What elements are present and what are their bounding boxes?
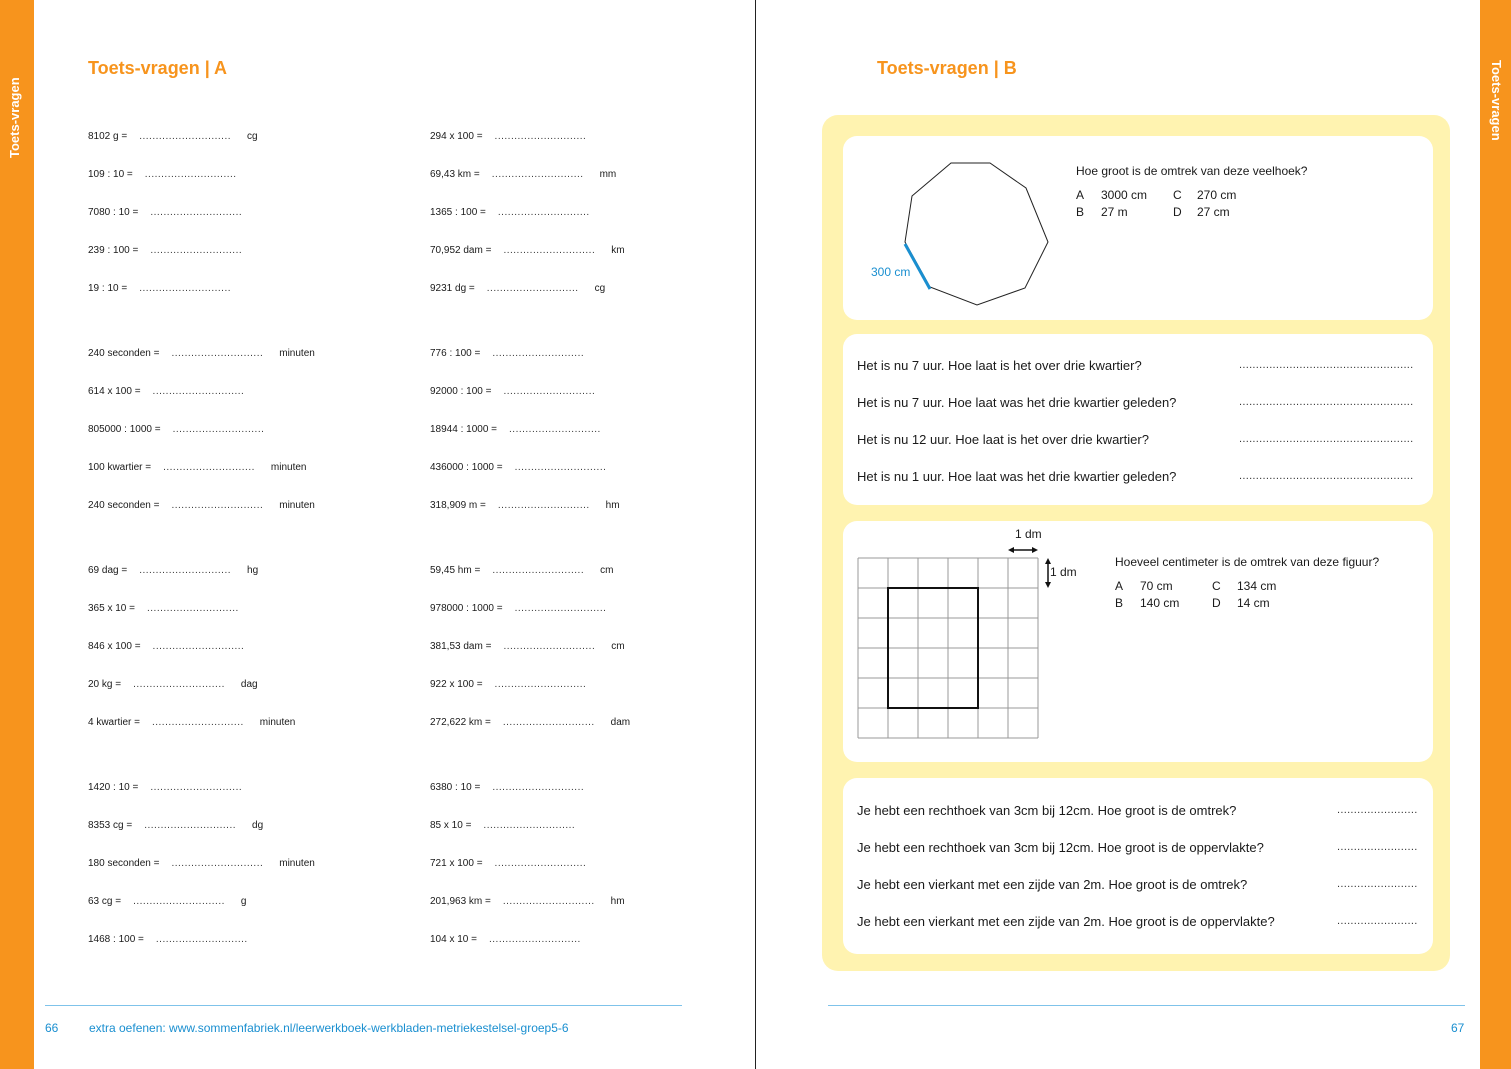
exercise-expression: 365 x 10 = bbox=[88, 603, 135, 614]
exercise-row bbox=[88, 131, 258, 142]
exercise-row bbox=[430, 717, 630, 728]
answer-unit: mm bbox=[599, 169, 617, 180]
exercise-row bbox=[88, 169, 237, 180]
exercise-row bbox=[88, 348, 315, 359]
answer-blank[interactable]: ............................ bbox=[483, 820, 576, 831]
right-side-strip bbox=[1480, 0, 1511, 1069]
answer-unit: cg bbox=[594, 283, 606, 294]
exercise-expression: 180 seconden = bbox=[88, 858, 160, 869]
answer-blank-time-3[interactable]: .................................................... bbox=[1239, 433, 1414, 445]
exercise-expression: 240 seconden = bbox=[88, 348, 160, 359]
grid-option-letter-d: D bbox=[1212, 596, 1221, 610]
answer-unit: hm bbox=[605, 500, 620, 511]
answer-blank[interactable]: ............................ bbox=[494, 858, 587, 869]
time-question-2: Het is nu 7 uur. Hoe laat was het drie kwartier geleden? bbox=[857, 395, 1177, 410]
answer-blank[interactable]: ............................ bbox=[150, 207, 243, 218]
page-spine bbox=[755, 0, 756, 1069]
answer-unit: km bbox=[611, 245, 625, 256]
exercise-row bbox=[430, 283, 605, 294]
exercise-row bbox=[88, 424, 264, 435]
answer-unit: cm bbox=[600, 565, 614, 576]
exercise-row bbox=[88, 782, 242, 793]
answer-blank[interactable]: ............................ bbox=[146, 603, 239, 614]
exercise-row bbox=[88, 565, 258, 576]
left-side-strip bbox=[0, 0, 34, 1069]
grid-option-letter-b: B bbox=[1115, 596, 1124, 610]
exercise-row bbox=[430, 500, 620, 511]
exercise-expression: 100 kwartier = bbox=[88, 462, 152, 473]
exercise-expression: 318,909 m = bbox=[430, 500, 486, 511]
exercise-row bbox=[430, 386, 595, 397]
exercise-row bbox=[88, 603, 239, 614]
answer-unit: minuten bbox=[270, 462, 307, 473]
exercise-expression: 104 x 10 = bbox=[430, 934, 477, 945]
footer-rule-left bbox=[45, 1005, 682, 1006]
right-side-label: Toets-vragen bbox=[1489, 60, 1504, 141]
exercise-expression: 20 kg = bbox=[88, 679, 122, 690]
answer-blank-area-3[interactable]: ........................ bbox=[1337, 878, 1418, 890]
answer-blank[interactable]: ............................ bbox=[152, 386, 245, 397]
exercise-row bbox=[430, 782, 584, 793]
grid-option-letter-c: C bbox=[1212, 579, 1221, 593]
exercise-expression: 776 : 100 = bbox=[430, 348, 481, 359]
nonagon-figure bbox=[860, 150, 1070, 315]
answer-blank[interactable]: ............................ bbox=[155, 934, 248, 945]
option-value-d[interactable]: 27 cm bbox=[1197, 205, 1230, 219]
answer-unit: hm bbox=[610, 896, 625, 907]
option-value-c[interactable]: 270 cm bbox=[1197, 188, 1237, 202]
page-title-a: Toets-vragen | A bbox=[88, 58, 228, 78]
exercise-expression: 294 x 100 = bbox=[430, 131, 483, 142]
exercise-row bbox=[430, 245, 625, 256]
exercise-expression: 4 kwartier = bbox=[88, 717, 140, 728]
exercise-expression: 70,952 dam = bbox=[430, 245, 492, 256]
time-question-3: Het is nu 12 uur. Hoe laat is het over drie kwartier? bbox=[857, 432, 1149, 447]
answer-blank[interactable]: ............................ bbox=[163, 462, 255, 473]
exercise-expression: 239 : 100 = bbox=[88, 245, 139, 256]
answer-blank-area-2[interactable]: ........................ bbox=[1337, 841, 1418, 853]
answer-unit: g bbox=[240, 896, 247, 907]
footer-rule-right bbox=[828, 1005, 1465, 1006]
answer-blank[interactable]: ............................ bbox=[486, 283, 579, 294]
exercise-expression: 69,43 km = bbox=[430, 169, 480, 180]
option-letter-c: C bbox=[1173, 188, 1182, 202]
exercise-row bbox=[88, 500, 315, 511]
exercise-row bbox=[88, 283, 231, 294]
answer-blank[interactable]: ............................ bbox=[144, 169, 237, 180]
answer-unit: minuten bbox=[279, 348, 315, 359]
exercise-row bbox=[430, 603, 606, 614]
area-question-4: Je hebt een vierkant met een zijde van 2m. Hoe groot is de oppervlakte? bbox=[857, 914, 1275, 929]
answer-blank[interactable]: ............................ bbox=[150, 782, 243, 793]
answer-blank[interactable]: ............................ bbox=[139, 565, 232, 576]
answer-blank[interactable]: ............................ bbox=[171, 348, 264, 359]
exercise-expression: 6380 : 10 = bbox=[430, 782, 481, 793]
exercise-expression: 1365 : 100 = bbox=[430, 207, 486, 218]
exercise-expression: 69 dag = bbox=[88, 565, 128, 576]
exercise-expression: 436000 : 1000 = bbox=[430, 462, 503, 473]
answer-blank[interactable]: ............................ bbox=[133, 679, 225, 690]
grid-option-value-c[interactable]: 134 cm bbox=[1237, 579, 1277, 593]
exercise-expression: 922 x 100 = bbox=[430, 679, 483, 690]
dimension-label-horizontal: 1 dm bbox=[1015, 527, 1042, 541]
exercise-row bbox=[88, 717, 295, 728]
exercise-expression: 614 x 100 = bbox=[88, 386, 141, 397]
answer-blank[interactable]: ............................ bbox=[492, 348, 585, 359]
answer-unit: dg bbox=[252, 820, 264, 831]
exercise-row bbox=[430, 348, 584, 359]
exercise-row bbox=[88, 641, 244, 652]
exercise-expression: 9231 dg = bbox=[430, 283, 475, 294]
answer-blank[interactable]: ............................ bbox=[171, 858, 264, 869]
exercise-row bbox=[88, 207, 242, 218]
time-question-4: Het is nu 1 uur. Hoe laat was het drie kwartier geleden? bbox=[857, 469, 1177, 484]
exercise-row bbox=[88, 896, 246, 907]
page-number-left: 66 bbox=[45, 1021, 59, 1035]
footer-link[interactable]: extra oefenen: www.sommenfabriek.nl/leerwerkboek-werkbladen-metriekestelsel-groep5-6 bbox=[89, 1021, 569, 1035]
answer-unit: minuten bbox=[259, 717, 296, 728]
answer-unit: minuten bbox=[279, 858, 315, 869]
exercise-expression: 109 : 10 = bbox=[88, 169, 133, 180]
answer-blank[interactable]: ............................ bbox=[172, 424, 265, 435]
answer-blank[interactable]: ............................ bbox=[502, 896, 595, 907]
option-value-b[interactable]: 27 m bbox=[1101, 205, 1128, 219]
answer-blank[interactable]: ............................ bbox=[494, 679, 587, 690]
exercise-expression: 85 x 10 = bbox=[430, 820, 472, 831]
answer-blank[interactable]: ............................ bbox=[509, 424, 601, 435]
answer-blank[interactable]: ............................ bbox=[139, 283, 231, 294]
answer-blank[interactable]: ............................ bbox=[152, 641, 245, 652]
exercise-expression: 92000 : 100 = bbox=[430, 386, 492, 397]
answer-blank[interactable]: ............................ bbox=[151, 717, 244, 728]
answer-blank[interactable]: ............................ bbox=[514, 603, 607, 614]
answer-unit: hg bbox=[247, 565, 259, 576]
exercise-expression: 978000 : 1000 = bbox=[430, 603, 503, 614]
exercise-row bbox=[430, 896, 625, 907]
exercise-row bbox=[430, 169, 616, 180]
answer-blank[interactable]: ............................ bbox=[503, 641, 596, 652]
option-letter-b: B bbox=[1076, 205, 1085, 219]
answer-blank[interactable]: ............................ bbox=[497, 500, 590, 511]
answer-unit: cm bbox=[611, 641, 625, 652]
exercise-expression: 201,963 km = bbox=[430, 896, 491, 907]
answer-blank[interactable]: ............................ bbox=[502, 717, 595, 728]
time-question-1: Het is nu 7 uur. Hoe laat is het over drie kwartier? bbox=[857, 358, 1142, 373]
answer-blank[interactable]: ............................ bbox=[492, 565, 585, 576]
grid-lines bbox=[858, 558, 1038, 738]
exercise-row bbox=[88, 820, 263, 831]
answer-blank[interactable]: ............................ bbox=[171, 500, 264, 511]
exercise-expression: 63 cg = bbox=[88, 896, 122, 907]
exercise-row bbox=[430, 424, 601, 435]
answer-blank-area-1[interactable]: ........................ bbox=[1337, 804, 1418, 816]
exercise-row bbox=[88, 934, 248, 945]
answer-blank[interactable]: ............................ bbox=[150, 245, 243, 256]
exercise-row bbox=[88, 858, 315, 869]
exercise-row bbox=[430, 207, 590, 218]
exercise-row bbox=[430, 462, 606, 473]
answer-blank-area-4[interactable]: ........................ bbox=[1337, 915, 1418, 927]
exercise-expression: 721 x 100 = bbox=[430, 858, 483, 869]
answer-blank-time-4[interactable]: .................................................... bbox=[1239, 470, 1414, 482]
page-number-right: 67 bbox=[1451, 1021, 1465, 1035]
exercise-expression: 7080 : 10 = bbox=[88, 207, 139, 218]
exercise-row bbox=[430, 858, 586, 869]
option-letter-d: D bbox=[1173, 205, 1182, 219]
exercise-expression: 381,53 dam = bbox=[430, 641, 492, 652]
answer-blank[interactable]: ............................ bbox=[144, 820, 237, 831]
exercise-expression: 8102 g = bbox=[88, 131, 128, 142]
exercise-row bbox=[430, 934, 581, 945]
answer-unit: cg bbox=[247, 131, 258, 142]
exercise-row bbox=[430, 565, 613, 576]
question-grid-text: Hoeveel centimeter is de omtrek van deze figuur? bbox=[1115, 555, 1380, 569]
exercise-row bbox=[88, 386, 244, 397]
exercise-expression: 1420 : 10 = bbox=[88, 782, 139, 793]
grid-option-value-b[interactable]: 140 cm bbox=[1140, 596, 1180, 610]
grid-option-value-a[interactable]: 70 cm bbox=[1140, 579, 1173, 593]
exercise-expression: 240 seconden = bbox=[88, 500, 160, 511]
answer-blank[interactable]: ............................ bbox=[491, 169, 584, 180]
dimension-label-vertical: 1 dm bbox=[1050, 565, 1077, 579]
area-question-3: Je hebt een vierkant met een zijde van 2m. Hoe groot is de omtrek? bbox=[857, 877, 1248, 892]
side-length-label: 300 cm bbox=[871, 265, 911, 279]
answer-unit: dam bbox=[610, 717, 631, 728]
exercise-row bbox=[430, 641, 625, 652]
answer-unit: dag bbox=[240, 679, 258, 690]
grid-option-value-d[interactable]: 14 cm bbox=[1237, 596, 1270, 610]
exercise-expression: 805000 : 1000 = bbox=[88, 424, 161, 435]
exercise-row bbox=[88, 462, 306, 473]
exercise-expression: 59,45 hm = bbox=[430, 565, 481, 576]
answer-blank-time-2[interactable]: .................................................... bbox=[1239, 396, 1414, 408]
answer-blank[interactable]: ............................ bbox=[488, 934, 581, 945]
exercise-row bbox=[430, 820, 575, 831]
answer-blank[interactable]: ............................ bbox=[492, 782, 585, 793]
answer-blank[interactable]: ............................ bbox=[503, 245, 596, 256]
answer-blank[interactable]: ............................ bbox=[494, 131, 587, 142]
answer-blank[interactable]: ............................ bbox=[514, 462, 607, 473]
left-side-label: Toets-vragen bbox=[7, 77, 22, 158]
page-title-b: Toets-vragen | B bbox=[877, 58, 1017, 78]
exercise-row bbox=[88, 679, 258, 690]
exercise-row bbox=[88, 245, 242, 256]
exercise-expression: 19 : 10 = bbox=[88, 283, 128, 294]
question-polygon-text: Hoe groot is de omtrek van deze veelhoek? bbox=[1076, 164, 1308, 178]
exercise-expression: 1468 : 100 = bbox=[88, 934, 144, 945]
answer-blank-time-1[interactable]: .................................................... bbox=[1239, 359, 1414, 371]
answer-blank[interactable]: ............................ bbox=[133, 896, 225, 907]
exercise-row bbox=[430, 679, 586, 690]
option-letter-a: A bbox=[1076, 188, 1085, 202]
exercise-expression: 272,622 km = bbox=[430, 717, 491, 728]
exercise-row bbox=[430, 131, 586, 142]
answer-blank[interactable]: ............................ bbox=[497, 207, 590, 218]
answer-blank[interactable]: ............................ bbox=[503, 386, 596, 397]
area-question-2: Je hebt een rechthoek van 3cm bij 12cm. Hoe groot is de oppervlakte? bbox=[857, 840, 1264, 855]
grid-option-letter-a: A bbox=[1115, 579, 1124, 593]
answer-unit: minuten bbox=[279, 500, 315, 511]
option-value-a[interactable]: 3000 cm bbox=[1101, 188, 1148, 202]
area-question-1: Je hebt een rechthoek van 3cm bij 12cm. Hoe groot is de omtrek? bbox=[857, 803, 1237, 818]
exercise-expression: 8353 cg = bbox=[88, 820, 133, 831]
answer-blank[interactable]: ............................ bbox=[139, 131, 232, 142]
exercise-expression: 846 x 100 = bbox=[88, 641, 141, 652]
exercise-expression: 18944 : 1000 = bbox=[430, 424, 498, 435]
